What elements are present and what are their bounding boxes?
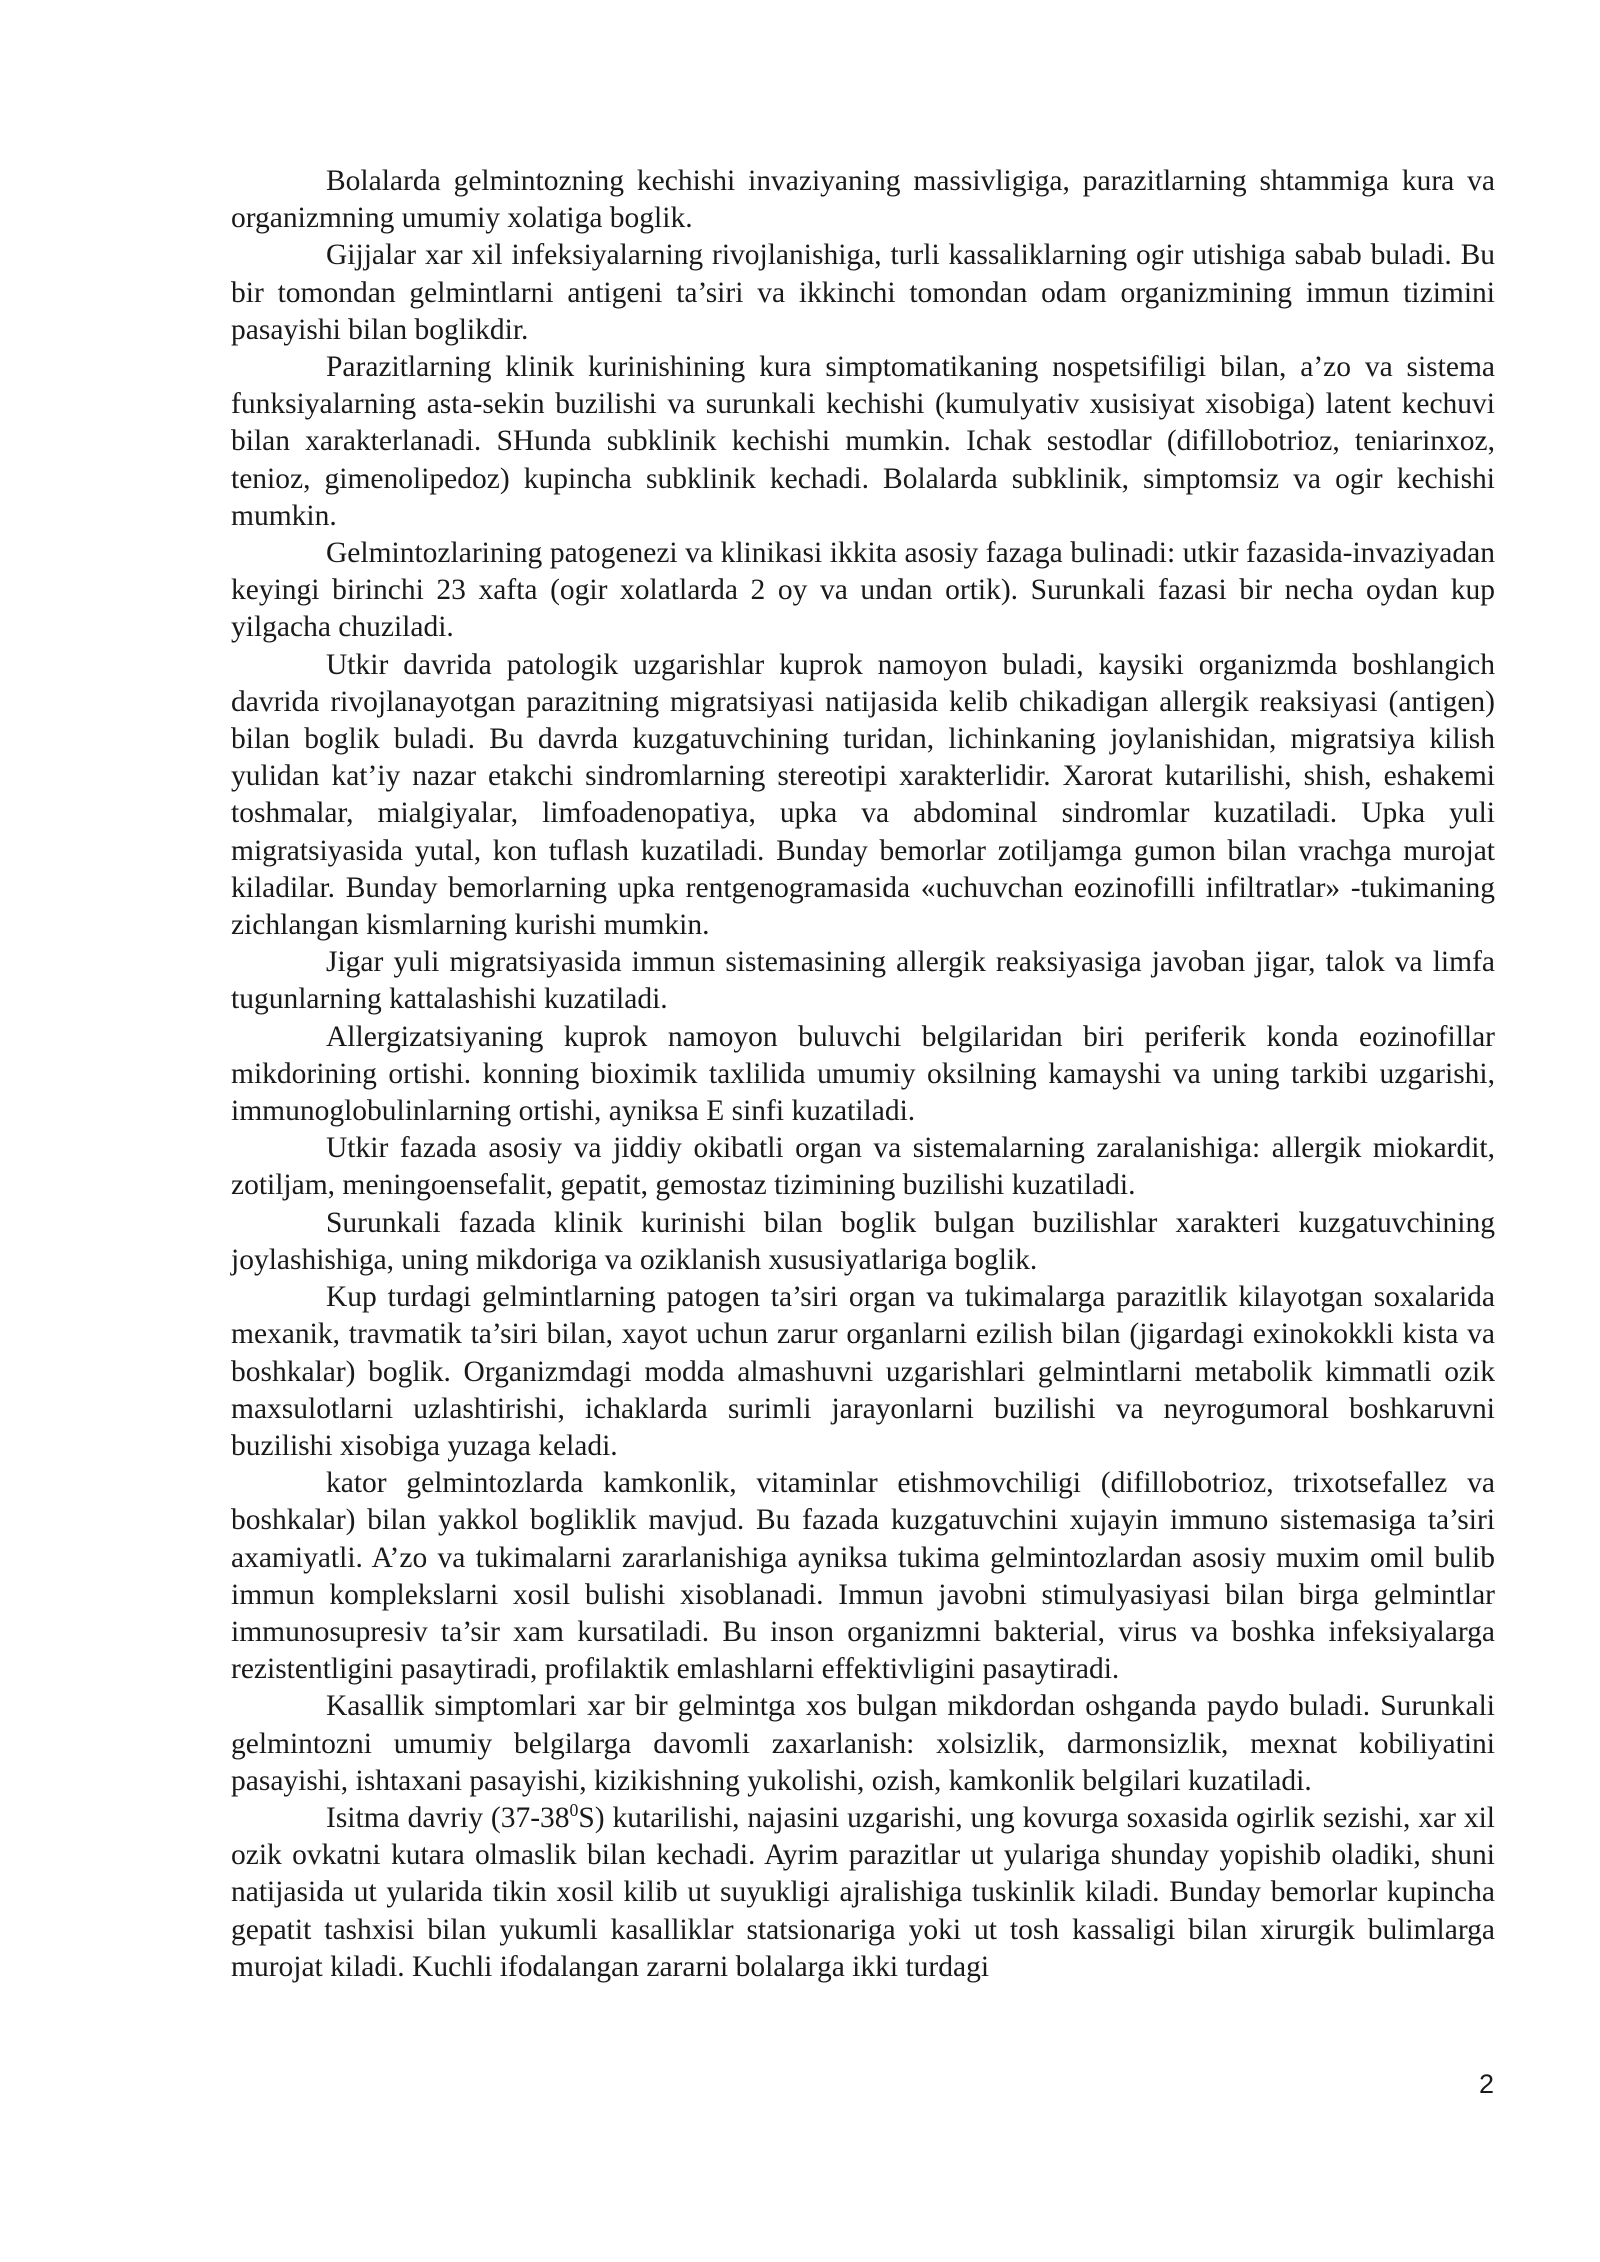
paragraph: Gelmintozlarining patogenezi va klinikasi ikkita asosiy fazaga bulinadi: utkir fazasida-invaziyadan keyingi birinchi 23 xafta (ogir xolatlarda 2 oy va undan ortik). Surunkali fazasi bir necha oydan kup yilgacha chuziladi.	[231, 537, 1495, 644]
superscript-degree: 0	[569, 1800, 579, 1821]
paragraph: Kasallik simptomlari xar bir gelmintga xos bulgan mikdordan oshganda paydo buladi. Surunkali gelmintozni umumiy belgilarga davomli zaxarlanish: xolsizlik, darmonsizlik, mexnat kobiliyatini pasayishi, ishtaxani pasayishi, kizikishning yukolishi, ozish, kamkonlik belgilari kuzatiladi.	[231, 1690, 1495, 1797]
paragraph-text-start: Isitma davriy (37-38	[326, 1801, 570, 1834]
paragraph: Kup turdagi gelmintlarning patogen ta’siri organ va tukimalarga parazitlik kilayotgan soxalarida mexanik, travmatik ta’siri bilan, xayot uchun zarur organlarni ezilish bilan (jigardagi exinokokkli kista va boshkalar) boglik. Organizmdagi modda almashuvni uzgarishlari gelmintlarni metabolik kimmatli ozik maxsulotlarni uzlashtirishi, ichaklarda surimli jarayonlarni buzilishi va neyrogumoral boshkaruvni buzilishi xisobiga yuzaga keladi.	[231, 1281, 1495, 1462]
body-text	[231, 163, 1495, 1986]
paragraph: Gijjalar xar xil infeksiyalarning rivojlanishiga, turli kassaliklarning ogir utishiga sabab buladi. Bu bir tomondan gelmintlarni antigeni ta’siri va ikkinchi tomondan odam organizmining immun tizimini pasayishi bilan boglikdir.	[231, 239, 1495, 346]
paragraph: Bolalarda gelmintozning kechishi invaziyaning massivligiga, parazitlarning shtammiga kura va organizmning umumiy xolatiga boglik.	[231, 165, 1495, 235]
paragraph: Utkir fazada asosiy va jiddiy okibatli organ va sistemalarning zaralanishiga: allergik miokardit, zotiljam, meningoensefalit, gepatit, gemostaz tizimining buzilishi kuzatiladi.	[231, 1132, 1495, 1202]
paragraph: Jigar yuli migratsiyasida immun sistemasining allergik reaksiyasiga javoban jigar, talok va limfa tugunlarning kattalashishi kuzatiladi.	[231, 946, 1495, 1016]
paragraph-text-end: S) kutarilishi, najasini uzgarishi, ung kovurga soxasida ogirlik sezishi, xar xil ozik ovkatni kutara olmaslik bilan kechadi. Ayrim parazitlar ut yulariga shunday yopishib oladiki, shuni natijasida ut yularida tikin xosil kilib ut suyukligi ajralishiga tuskinlik kiladi. Bunday bemorlar kupincha gepatit tashxisi bilan yukumli kasalliklar statsionariga yoki ut tosh kassaligi bilan xirurgik bulimlarga murojat kiladi. Kuchli ifodalangan zararni bolalarga ikki turdagi	[231, 1801, 1495, 1983]
paragraph: Parazitlarning klinik kurinishining kura simptomatikaning nospetsifiligi bilan, a’zo va sistema funksiyalarning asta-sekin buzilishi va surunkali kechishi (kumulyativ xusisiyat xisobiga) latent kechuvi bilan xarakterlanadi. SHunda subklinik kechishi mumkin. Ichak sestodlar (difillobotrioz, teniarinxoz, tenioz, gimenolipedoz) kupincha subklinik kechadi. Bolalarda subklinik, simptomsiz va ogir kechishi mumkin.	[231, 351, 1495, 532]
page-number: 2	[1478, 2069, 1494, 2099]
paragraph: Allergizatsiyaning kuprok namoyon buluvchi belgilaridan biri periferik konda eozinofillar mikdorining ortishi. konning bioximik taxlilida umumiy oksilning kamayshi va uning tarkibi uzgarishi, immunoglobulinlarning ortishi, ayniksa E sinfi kuzatiladi.	[231, 1020, 1495, 1128]
paragraph: Utkir davrida patologik uzgarishlar kuprok namoyon buladi, kaysiki organizmda boshlangich davrida rivojlanayotgan parazitning migratsiyasi natijasida kelib chikadigan allergik reaksiyasi (antigen) bilan boglik buladi. Bu davrda kuzgatuvchining turidan, lichinkaning joylanishidan, migratsiya kilish yulidan kat’iy nazar etakchi sindromlarning stereotipi xarakterlidir. Xarorat kutarilishi, shish, eshakemi toshmalar, mialgiyalar, limfoadenopatiya, upka va abdominal sindromlar kuzatiladi. Upka yuli migratsiyasida yutal, kon tuflash kuzatiladi. Bunday bemorlar zotiljamga gumon bilan vrachga murojat kiladilar. Bunday bemorlarning upka rentgenogramasida «uchuvchan eozinofilli infiltratlar» -tukimaning zichlangan kismlarning kurishi mumkin.	[231, 648, 1495, 942]
paragraph: kator gelmintozlarda kamkonlik, vitaminlar etishmovchiligi (difillobotrioz, trixotsefallez va boshkalar) bilan yakkol bogliklik mavjud. Bu fazada kuzgatuvchini xujayin immuno sistemasiga ta’siri axamiyatli. A’zo va tukimalarni zararlanishiga ayniksa tukima gelmintozlardan asosiy muxim omil bulib immun komplekslarni xosil bulishi xisoblanadi. Immun javobni stimulyasiyasi bilan birga gelmintlar immunosupresiv ta’sir xam kursatiladi. Bu inson organizmni bakterial, virus va boshka infeksiyalarga rezistentligini pasaytiradi, profilaktik emlashlarni effektivligini pasaytiradi.	[231, 1467, 1495, 1686]
paragraph	[231, 1800, 1495, 1986]
paragraph: Surunkali fazada klinik kurinishi bilan boglik bulgan buzilishlar xarakteri kuzgatuvchining joylashishiga, uning mikdoriga va oziklanish xususiyatlariga boglik.	[231, 1206, 1495, 1276]
